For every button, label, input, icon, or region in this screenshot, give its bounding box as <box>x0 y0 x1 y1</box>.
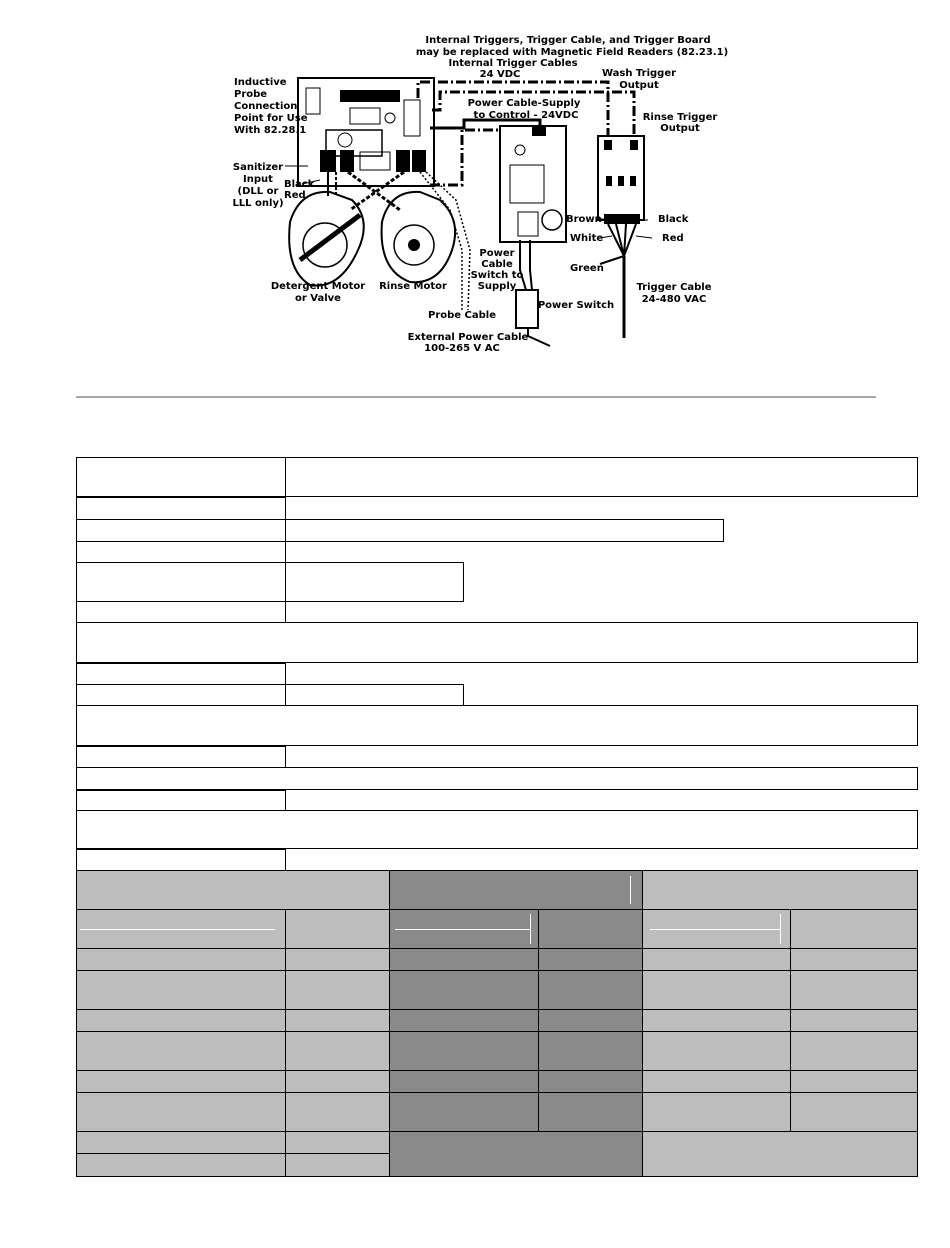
model-divider <box>790 909 791 1132</box>
model-header-light-cell <box>642 871 917 909</box>
trigger-cable-wires <box>600 224 636 338</box>
model-header-dark-cell <box>389 871 642 909</box>
model-row-line <box>76 948 918 949</box>
label-rinse-trigger-2: Output <box>660 123 700 134</box>
model-row-line <box>76 909 918 910</box>
horizontal-rule <box>76 396 876 398</box>
spec-row-1 <box>76 457 918 497</box>
label-power-cable-switch-3: Switch to <box>470 270 524 281</box>
spec-row-line <box>76 519 724 520</box>
label-internal-triggers-1: Internal Triggers, Trigger Cable, and Trigger Board <box>425 35 711 46</box>
label-inductive-3: Connection <box>234 101 298 112</box>
label-power-cable-switch-4: Supply <box>477 281 517 292</box>
label-sanitizer-3: (DLL or <box>237 186 279 197</box>
model-cell-highlight <box>650 929 780 930</box>
model-label-column <box>77 910 389 1176</box>
label-detergent-2: or Valve <box>295 293 341 304</box>
label-power-cable-switch-1: Power <box>479 248 515 259</box>
model-cell-highlight <box>530 914 531 944</box>
spec-row-line <box>76 601 286 602</box>
spec-row-line <box>76 541 724 542</box>
label-24vdc: 24 VDC <box>479 69 521 80</box>
label-inductive-4: Point for Use <box>234 113 308 124</box>
label-inductive-1: Inductive <box>234 77 287 88</box>
model-row-line <box>76 1031 918 1032</box>
label-trigger-cable-2: 24-480 VAC <box>641 294 707 305</box>
label-black-left: Black <box>284 179 315 190</box>
model-row-line <box>76 1153 389 1154</box>
model-cell-highlight <box>630 876 631 904</box>
spec-row-line <box>76 684 464 685</box>
spec-row-14 <box>76 810 918 849</box>
spec-row-line <box>76 663 286 664</box>
label-inductive-5: With 82.28.1 <box>234 125 307 136</box>
label-green: Green <box>570 263 604 274</box>
spec-left-border <box>76 457 77 871</box>
label-trigger-cable-1: Trigger Cable <box>636 282 712 293</box>
label-power-cable-supply-2: to Control - 24VDC <box>473 110 579 121</box>
model-row-line <box>76 1070 918 1071</box>
model-row-line <box>76 970 918 971</box>
power-supply <box>500 126 566 242</box>
power-switch-cable <box>516 240 550 346</box>
label-rinse-motor: Rinse Motor <box>379 281 447 292</box>
model-dark-column <box>389 910 642 1132</box>
detergent-motor <box>289 192 364 286</box>
label-black-right: Black <box>658 214 689 225</box>
model-row-line <box>76 1131 918 1132</box>
spec-row-12 <box>76 767 918 790</box>
label-power-switch: Power Switch <box>537 300 615 311</box>
spec-row-line <box>76 562 464 563</box>
wiring-diagram <box>0 0 950 390</box>
label-wash-trigger-2: Output <box>619 80 659 91</box>
label-probe-cable: Probe Cable <box>427 310 497 321</box>
spec-row-edge <box>463 684 464 706</box>
control-board <box>298 78 434 186</box>
label-wash-trigger-1: Wash Trigger <box>601 68 677 79</box>
label-sanitizer-4: LLL only) <box>232 198 284 209</box>
trigger-board <box>598 136 644 224</box>
label-sanitizer-1: Sanitizer <box>232 162 284 173</box>
spec-row-edge <box>723 519 724 542</box>
model-divider <box>538 909 539 1132</box>
model-row-line <box>76 1092 918 1093</box>
label-red-left: Red <box>284 190 306 201</box>
label-inductive-2: Probe <box>234 89 268 100</box>
label-detergent-1: Detergent Motor <box>270 281 366 292</box>
spec-row-line <box>76 497 286 498</box>
label-external-power-1: External Power Cable <box>407 332 529 343</box>
model-dark-footer <box>389 1132 642 1176</box>
model-cell-highlight <box>780 914 781 944</box>
label-internal-trigger-cables: Internal Trigger Cables <box>448 58 578 69</box>
spec-row-line <box>76 790 286 791</box>
model-cell-highlight <box>395 929 530 930</box>
label-power-cable-switch-2: Cable <box>481 259 513 270</box>
label-sanitizer-2: Input <box>243 174 273 185</box>
label-brown: Brown <box>566 214 602 225</box>
label-red-right: Red <box>662 233 684 244</box>
model-row-line <box>76 1009 918 1010</box>
label-internal-triggers-2: may be replaced with Magnetic Field Readers (82.23.1) <box>415 47 729 58</box>
label-power-cable-supply-1: Power Cable-Supply <box>467 98 581 109</box>
spec-row-line <box>76 746 286 747</box>
spec-row-7 <box>76 622 918 663</box>
model-light-footer <box>642 1132 917 1176</box>
model-divider <box>285 909 286 1177</box>
label-white: White <box>570 233 604 244</box>
label-rinse-trigger-1: Rinse Trigger <box>642 112 718 123</box>
model-header-label-cell <box>77 871 389 909</box>
spec-row-edge <box>463 562 464 602</box>
spec-row-line <box>76 849 286 850</box>
spec-row-10 <box>76 705 918 746</box>
model-cell-highlight <box>80 929 275 930</box>
label-external-power-2: 100-265 V AC <box>424 343 500 354</box>
